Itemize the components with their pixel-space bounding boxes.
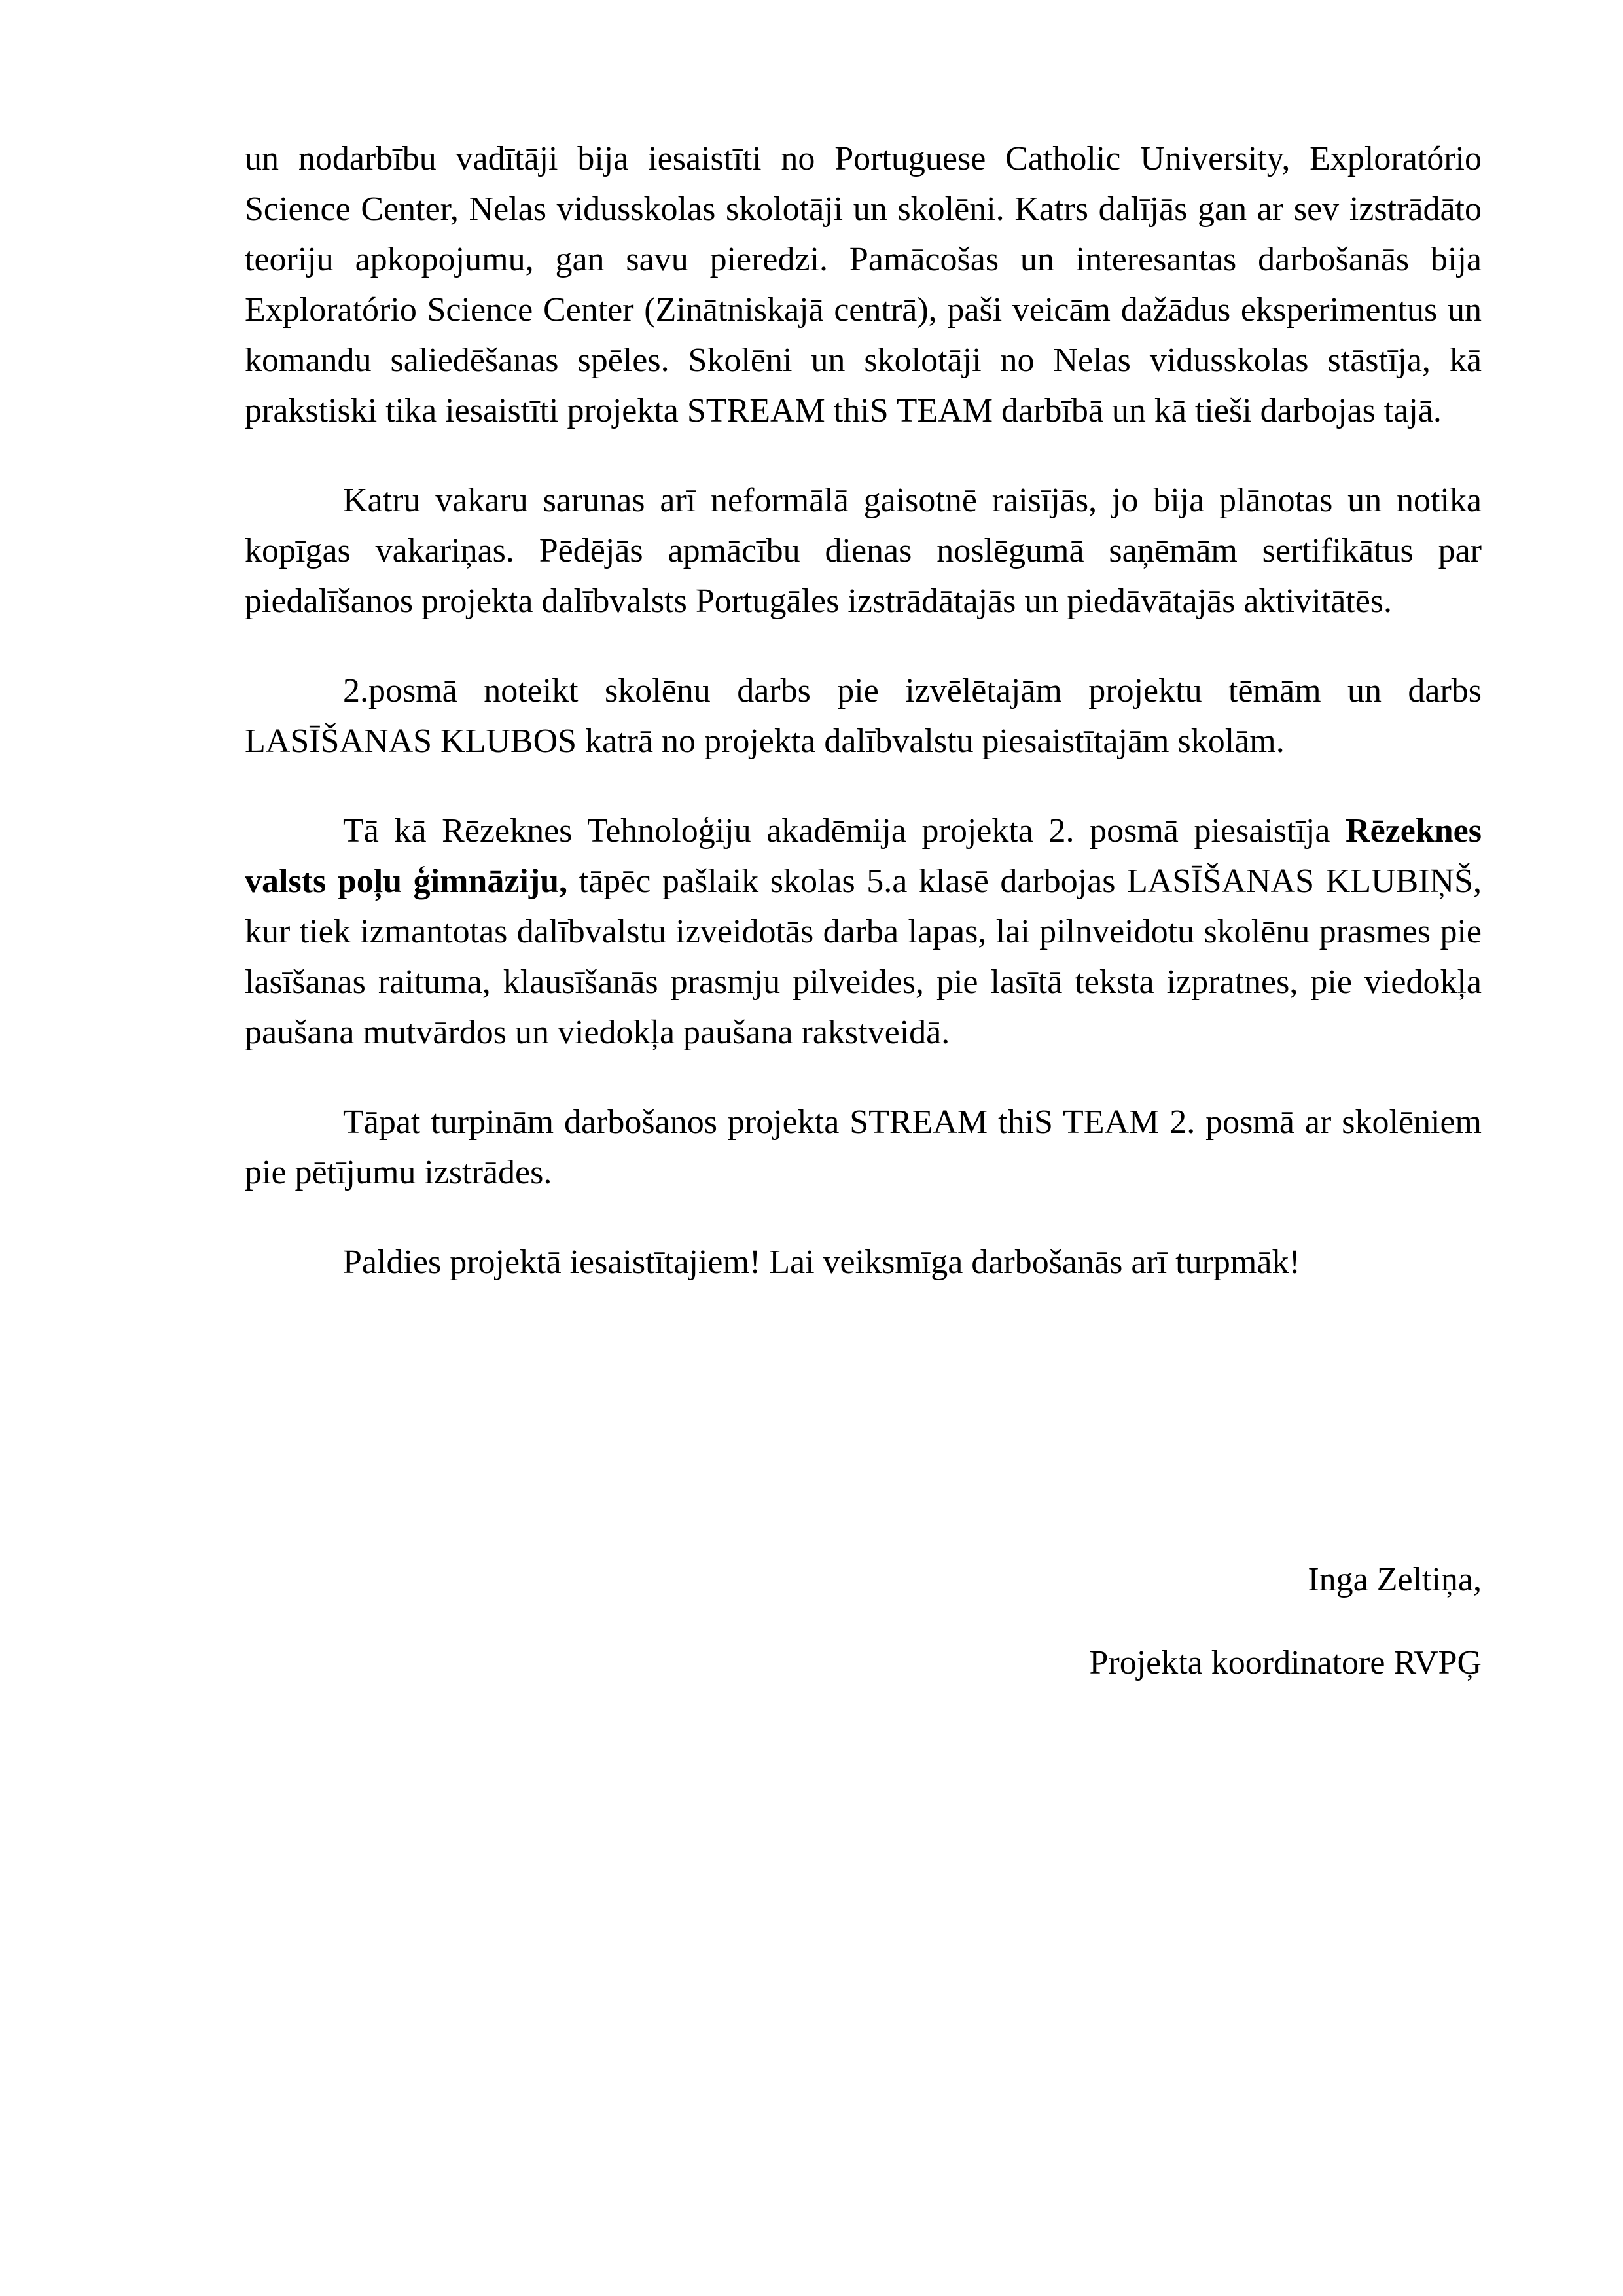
paragraph-4-lead: Tā kā Rēzeknes Tehnoloģiju akadēmija projekta 2. posmā piesaistīja [343,812,1346,850]
paragraph-5: Tāpat turpinām darbošanos projekta STREAM thiS TEAM 2. posmā ar skolēniem pie pētījumu izstrādes. [245,1103,1482,1191]
signature-block [245,1554,1482,1721]
paragraph-4-rest: tāpēc pašlaik skolas 5.a klasē darbojas LASĪŠANAS KLUBIŅŠ, kur tiek izmantotas dalībvalstu izveidotās darba lapas, lai pilnveidotu skolēnu prasmes pie lasīšanas raituma, klausīšanās prasmju pilveides, pie lasītā teksta izpratnes, pie viedokļa paušana mutvārdos un viedokļa paušana rakstveidā. [245,863,1482,1051]
paragraph-4 [245,806,1482,1058]
paragraph-3: 2.posmā noteikt skolēnu darbs pie izvēlētajām projektu tēmām un darbs LASĪŠANAS KLUBOS katrā no projekta dalībvalstu piesaistītajām skolām. [245,672,1482,760]
paragraph-1: un nodarbību vadītāji bija iesaistīti no Portuguese Catholic University, Exploratório Science Center, Nelas vidusskolas skolotāji un skolēni. Katrs dalījās gan ar sev izstrādāto teoriju apkopojumu, gan savu pieredzi. Pamācošas un interesantas darbošanās bija Exploratório Science Center (Zinātniskajā centrā), paši veicām dažādus eksperimentus un komandu saliedēšanas spēles. Skolēni un skolotāji no Nelas vidusskolas stāstīja, kā prakstiski tika iesaistīti projekta STREAM thiS TEAM darbībā un kā tieši darbojas tajā. [245,140,1482,429]
paragraph-2: Katru vakaru sarunas arī neformālā gaisotnē raisījās, jo bija plānotas un notika kopīgas vakariņas. Pēdējās apmācību dienas noslēgumā saņēmām sertifikātus par piedalīšanos projekta dalībvalsts Portugāles izstrādātajās un piedāvātajās aktivitātēs. [245,482,1482,620]
signature-role: Projekta koordinatore RVPĢ [1089,1644,1482,1681]
paragraph-6: Paldies projektā iesaistītajiem! Lai veiksmīga darbošanās arī turpmāk! [343,1244,1300,1281]
signature-name: Inga Zeltiņa, [1308,1561,1482,1598]
school-name-bold: Rēzeknes valsts poļu ģimnāziju, [245,812,1482,900]
document-body [245,134,1482,1327]
